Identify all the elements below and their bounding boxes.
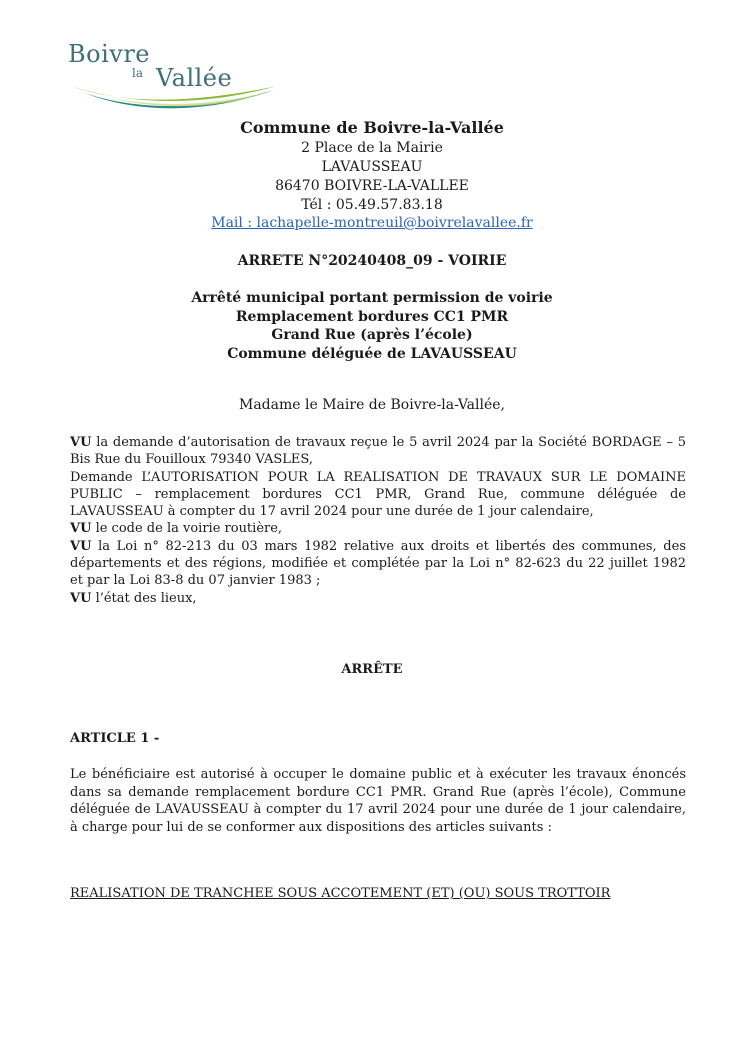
- vu-request-text: la demande d’autorisation de travaux reçue le 5 avril 2024 par la Société BORDAGE – 5 Bis Rue du Fouilloux 79340 VASLES,: [70, 435, 686, 468]
- logo-wave-icon: [62, 82, 282, 116]
- considerations-block: [70, 434, 686, 607]
- article-1-heading: ARTICLE 1 -: [70, 731, 160, 746]
- realisation-heading: REALISATION DE TRANCHEE SOUS ACCOTEMENT (ET) (OU) SOUS TROTTOIR: [70, 886, 611, 901]
- arrete-number: ARRETE N°20240408_09 - VOIRIE: [237, 253, 507, 269]
- vu-keyword: VU: [70, 435, 92, 450]
- address-line-2: LAVAUSSEAU: [321, 159, 423, 175]
- logo-word-vallee: Vallée: [156, 64, 233, 92]
- vu-loi-text: la Loi n° 82-213 du 03 mars 1982 relative aux droits et libertés des communes, des départements et des régions, modifiée et complétée par la Loi n° 82-623 du 22 juillet 1982 et par la Loi 83-8 du 07 janvier 1983 ;: [70, 538, 686, 589]
- vu-keyword: VU: [70, 521, 92, 537]
- commune-title: Commune de Boivre-la-Vallée: [240, 118, 504, 137]
- vu-etat: [70, 590, 686, 607]
- demande-text: Demande L’AUTORISATION POUR LA REALISATION DE TRAVAUX SUR LE DOMAINE PUBLIC – remplacement bordures CC1 PMR, Grand Rue, commune déléguée de LAVAUSSEAU à compter du 17 avril 2024 pour une durée de 1 jour calendaire,: [70, 469, 686, 520]
- boivre-la-vallee-logo: [62, 38, 282, 118]
- maire-salutation: Madame le Maire de Boivre-la-Vallée,: [239, 397, 505, 413]
- subject-line-4: Commune déléguée de LAVAUSSEAU: [227, 346, 517, 362]
- vu-loi: [70, 538, 686, 590]
- mail-link[interactable]: Mail : lachapelle-montreuil@boivrelavallee.fr: [211, 215, 533, 231]
- address-line-3: 86470 BOIVRE-LA-VALLEE: [275, 178, 469, 194]
- vu-code-text: le code de la voirie routière,: [91, 521, 283, 537]
- arrete-heading: ARRÊTE: [341, 662, 403, 677]
- vu-keyword: VU: [70, 590, 92, 606]
- article-1-text: Le bénéficiaire est autorisé à occuper le domaine public et à exécuter les travaux énoncés dans sa demande remplacement bordure CC1 PMR. Grand Rue (après l’école), Commune déléguée de LAVAUSSEAU à compter du 17 avril 2024 pour une durée de 1 jour calendaire, à charge pour lui de se conformer aux dispositions des articles suivants :: [70, 767, 686, 835]
- address-line-1: 2 Place de la Mairie: [301, 140, 443, 156]
- logo-word-boivre: Boivre: [68, 40, 150, 68]
- vu-keyword: VU: [70, 538, 92, 554]
- vu-code: [70, 520, 686, 537]
- vu-etat-text: l’état des lieux,: [91, 590, 197, 606]
- subject-line-3: Grand Rue (après l’école): [271, 327, 473, 343]
- subject-line-2: Remplacement bordures CC1 PMR: [235, 309, 509, 325]
- subject-line-1: Arrêté municipal portant permission de voirie: [191, 290, 553, 306]
- vu-request: [70, 434, 686, 469]
- phone-line: Tél : 05.49.57.83.18: [301, 197, 443, 213]
- logo-word-la: la: [132, 66, 143, 80]
